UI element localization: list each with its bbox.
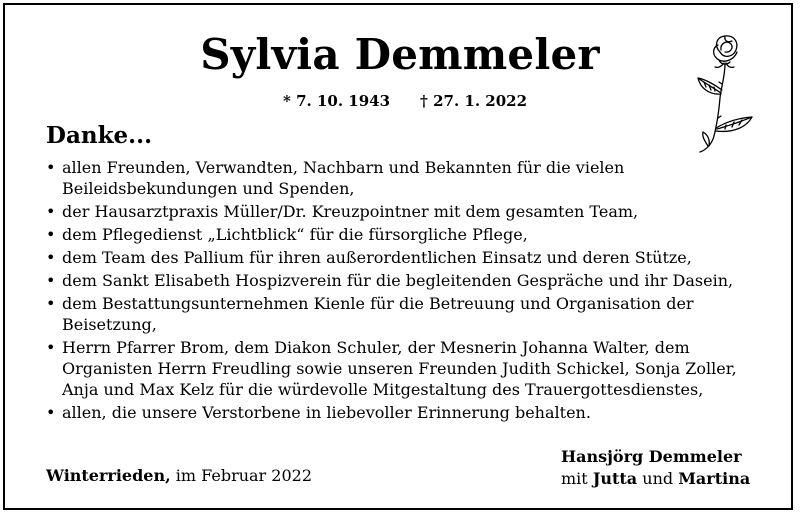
list-item: • dem Bestattungsunternehmen Kienle für die Betreuung und Organisation der Beisetzung,	[46, 293, 766, 335]
life-dates	[283, 92, 527, 110]
thanks-list	[46, 157, 766, 425]
with-word: mit	[561, 469, 588, 488]
list-item: • allen, die unsere Verstorbene in liebevoller Erinnerung behalten.	[46, 402, 766, 423]
signer-name: Hansjörg Demmeler	[561, 447, 742, 466]
list-item: • allen Freunden, Verwandten, Nachbarn und Bekannten für die vielen Beileidsbekundungen und Spenden,	[46, 157, 766, 199]
list-item: • der Hausarztpraxis Müller/Dr. Kreuzpointner mit dem gesamten Team,	[46, 201, 766, 222]
list-item: • Herrn Pfarrer Brom, dem Diakon Schuler, der Mesnerin Johanna Walter, dem Organisten Herrn Freudling sowie unseren Freunden Judith Schickel, Sonja Zoller, Anja und Max Kelz für die würdevolle Mitgestaltung des Trauergottesdienstes,	[46, 337, 766, 400]
death-date: † 27. 1. 2022	[420, 92, 528, 110]
birth-date: * 7. 10. 1943	[283, 92, 391, 110]
list-item: • dem Sankt Elisabeth Hospizverein für die begleitenden Gespräche und ihr Dasein,	[46, 270, 766, 291]
place-date	[46, 466, 312, 485]
and-word: und	[642, 469, 674, 488]
list-item: • dem Pflegedienst „Lichtblick“ für die fürsorgliche Pflege,	[46, 224, 766, 245]
thanks-heading: Danke...	[46, 122, 153, 149]
signature-block	[561, 446, 750, 490]
notice-date: im Februar 2022	[175, 466, 313, 485]
deceased-name: Sylvia Demmeler	[200, 30, 600, 79]
rose-icon	[694, 32, 756, 154]
family-name-2: Martina	[678, 469, 751, 488]
family-name-1: Jutta	[592, 469, 638, 488]
list-item: • dem Team des Pallium für ihren außerordentlichen Einsatz und deren Stütze,	[46, 247, 766, 268]
place-name: Winterrieden,	[46, 466, 171, 485]
